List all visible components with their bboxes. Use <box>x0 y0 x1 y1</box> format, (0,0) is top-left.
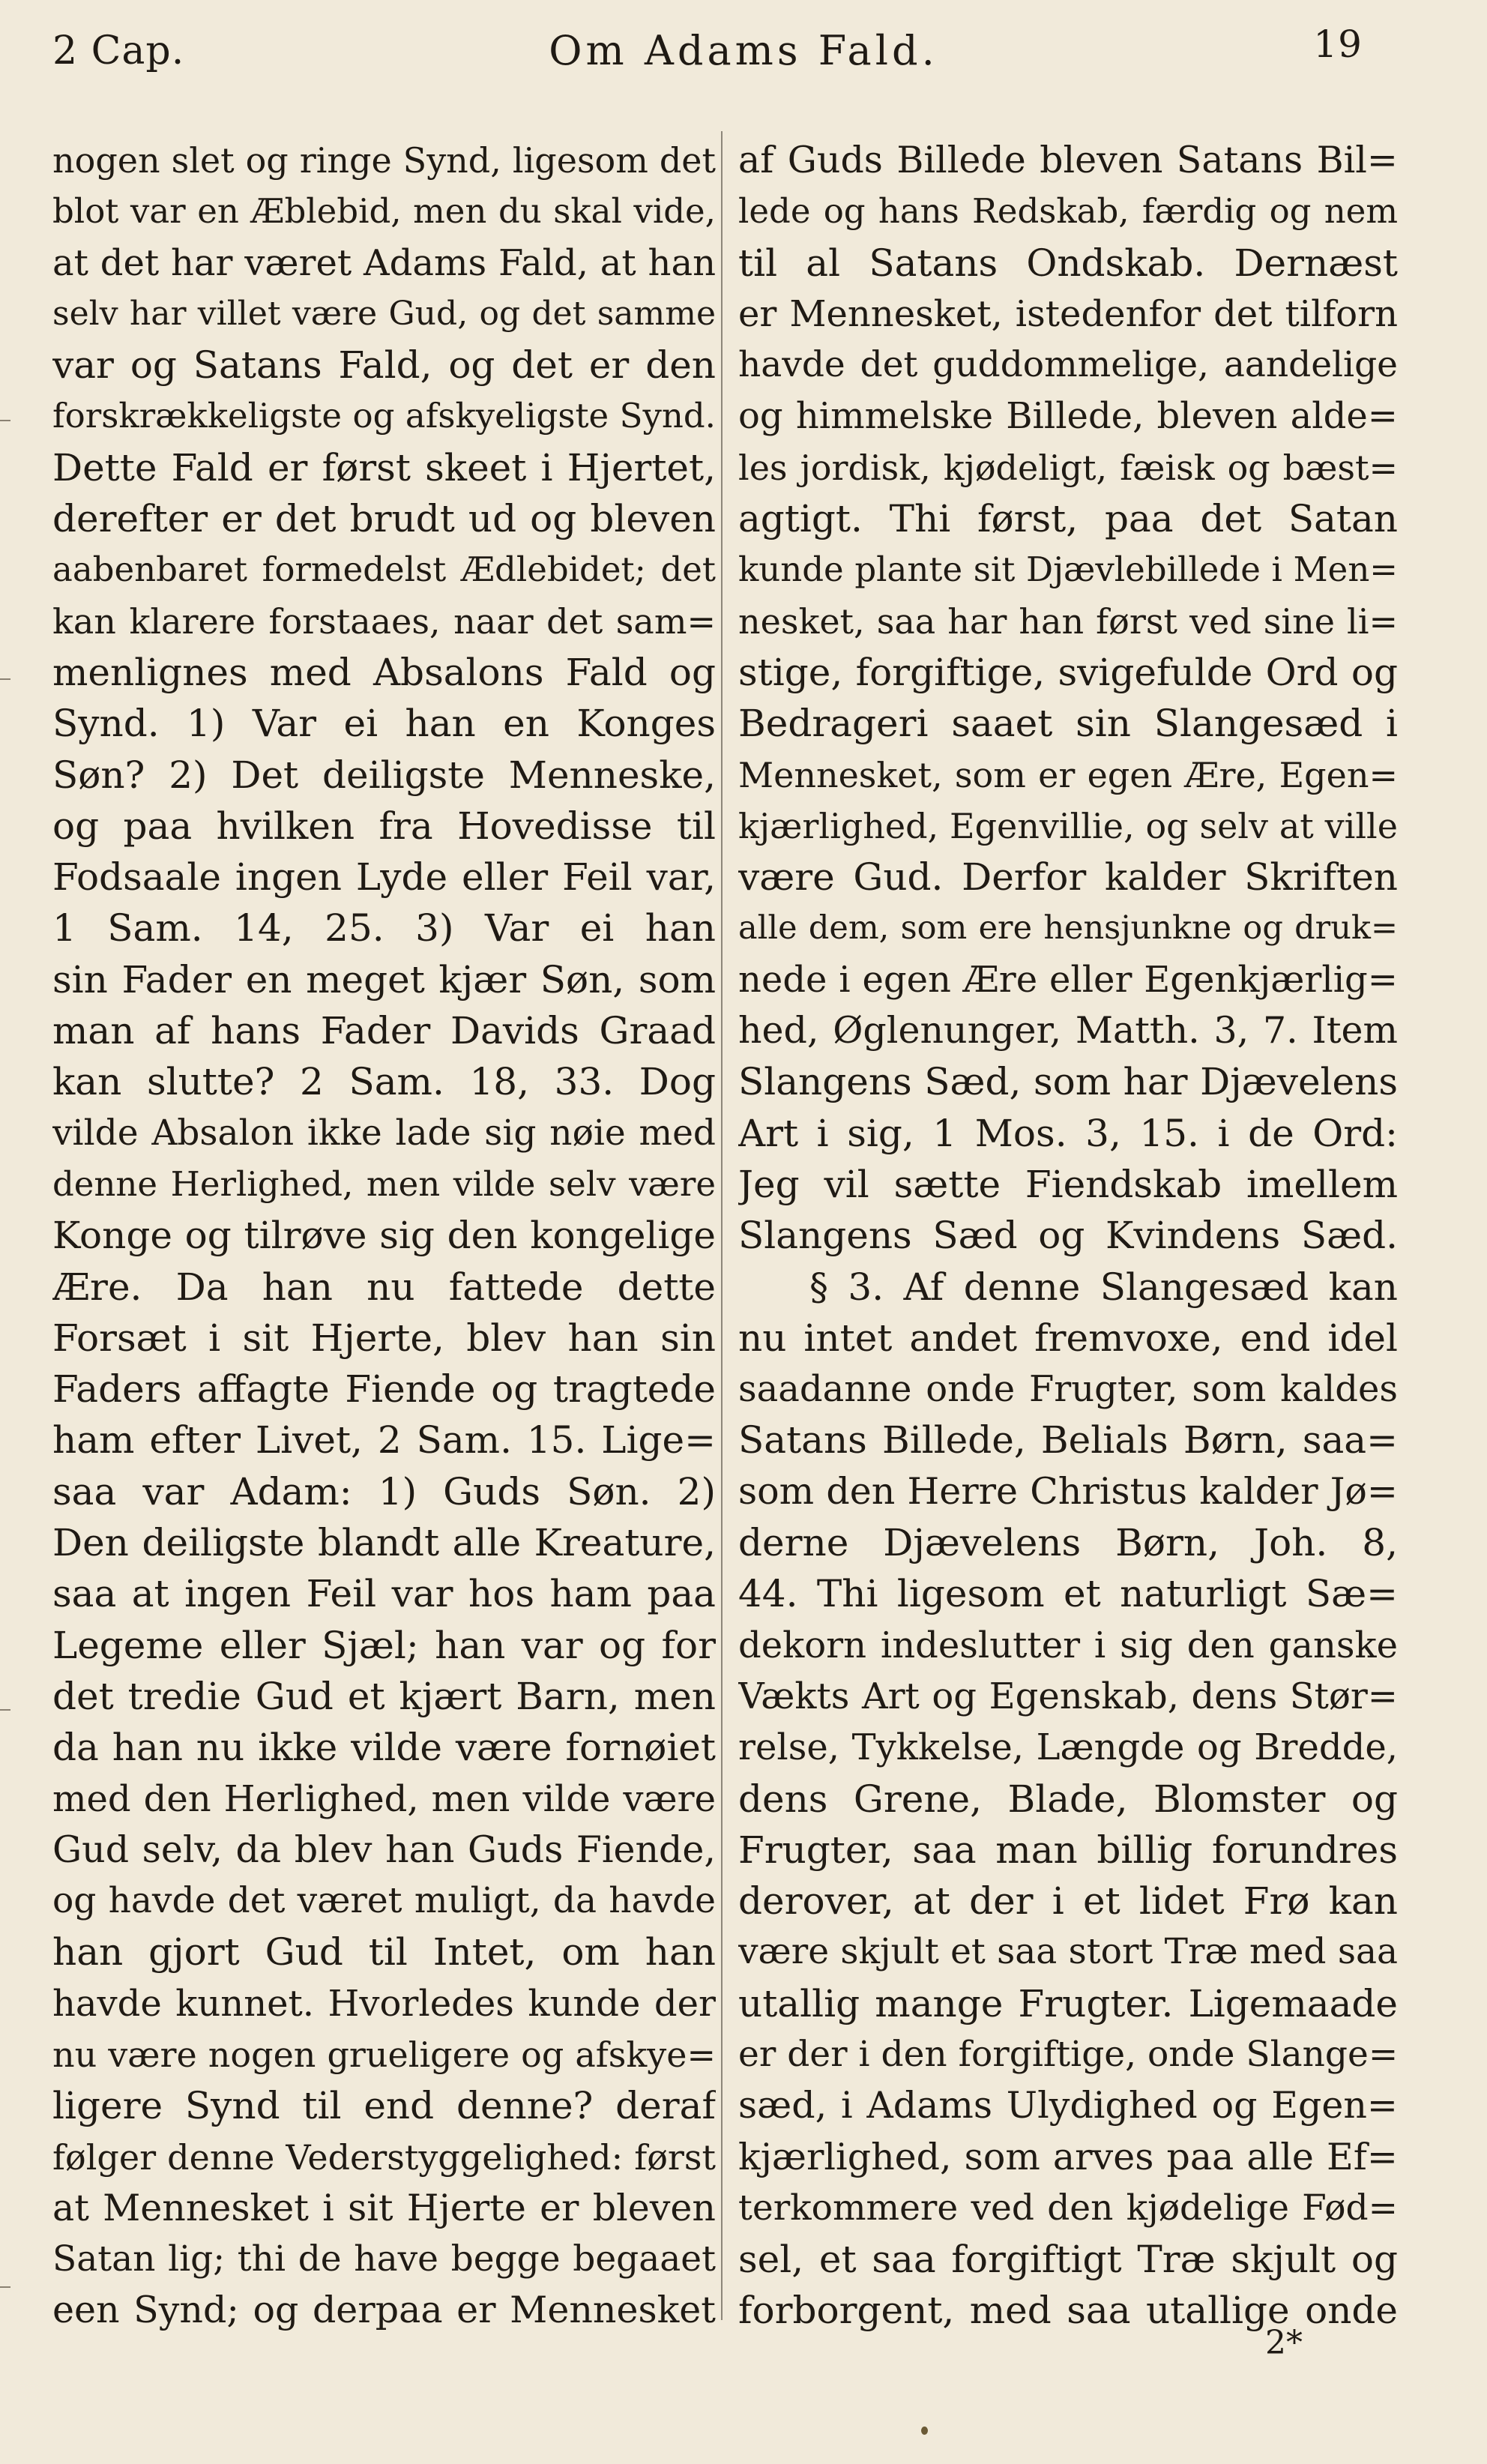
text-line: relse, Tykkelse, Længde og Bredde, <box>738 1726 1398 1769</box>
text-line: alle dem, som ere hensjunkne og druk= <box>738 909 1398 948</box>
text-line: Den deiligste blandt alle Kreature, <box>52 1521 716 1565</box>
running-title: Om Adams Fald. <box>549 27 938 74</box>
text-line: aabenbaret formedelst Ædlebidet; det <box>52 549 716 590</box>
text-line: hed, Øglenunger, Matth. 3, 7. Item <box>738 1009 1398 1052</box>
text-line: det tredie Gud et kjært Barn, men <box>52 1674 716 1718</box>
text-line: kan slutte? 2 Sam. 18, 33. Dog <box>52 1060 716 1104</box>
text-line: og havde det været muligt, da havde <box>52 1880 716 1922</box>
text-line: Satans Billede, Belials Børn, saa= <box>738 1418 1398 1463</box>
page-edge-mark <box>0 420 10 421</box>
text-line: Forsæt i sit Hjerte, blev han sin <box>52 1316 716 1360</box>
text-line: kjærlighed, Egenvillie, og selv at ville <box>738 805 1398 846</box>
text-line: sel, et saa forgiftigt Træ skjult og <box>738 2238 1398 2282</box>
text-line: selv har villet være Gud, og det samme <box>52 294 716 333</box>
text-line: er der i den forgiftige, onde Slange= <box>738 2033 1398 2075</box>
text-line: denne Herlighed, men vilde selv være <box>52 1163 716 1204</box>
text-line: ligere Synd til end denne? deraf <box>52 2084 716 2128</box>
text-line: Ære. Da han nu fattede dette <box>52 1265 716 1309</box>
text-line: Legeme eller Sjæl; han var og for <box>52 1623 716 1667</box>
column-divider <box>721 131 723 2320</box>
text-line: havde det guddommelige, aandelige <box>738 344 1398 386</box>
text-line: være skjult et saa stort Træ med saa <box>738 1931 1398 1973</box>
text-line: Konge og tilrøve sig den kongelige <box>52 1214 716 1258</box>
text-line: kjærlighed, som arves paa alle Ef= <box>738 2135 1398 2178</box>
text-line: derne Djævelens Børn, Joh. 8, <box>738 1521 1398 1565</box>
text-line: sin Fader en meget kjær Søn, som <box>52 957 716 1001</box>
text-line: Gud selv, da blev han Guds Fiende, <box>52 1828 716 1871</box>
text-line: lede og hans Redskab, færdig og nem <box>738 191 1398 232</box>
text-line: til al Satans Ondskab. Dernæst <box>738 241 1398 285</box>
ink-spot <box>921 2427 928 2435</box>
text-line: han gjort Gud til Intet, om han <box>52 1930 716 1974</box>
text-line: nu være nogen grueligere og afskye= <box>52 2034 716 2075</box>
text-line: Fodsaale ingen Lyde eller Feil var, <box>52 855 716 900</box>
text-line: nesket, saa har han først ved sine li= <box>738 600 1398 642</box>
page-edge-mark <box>0 678 10 680</box>
text-line: vilde Absalon ikke lade sig nøie med <box>52 1112 716 1154</box>
text-line: sæd, i Adams Ulydighed og Egen= <box>738 2084 1398 2127</box>
text-line: derover, at der i et lidet Frø kan <box>738 1879 1398 1924</box>
text-line: een Synd; og derpaa er Mennesket <box>52 2289 716 2332</box>
text-line: saadanne onde Frugter, som kaldes <box>738 1368 1398 1411</box>
right-column <box>738 135 1398 2337</box>
text-line: da han nu ikke vilde være fornøiet <box>52 1726 716 1770</box>
text-line: med den Herlighed, men vilde være <box>52 1777 716 1820</box>
text-line: nede i egen Ære eller Egenkjærlig= <box>738 958 1398 1001</box>
text-line: 1 Sam. 14, 25. 3) Var ei han <box>52 906 716 951</box>
text-line: og paa hvilken fra Hovedisse til <box>52 804 716 848</box>
text-line: blot var en Æblebid, men du skal vide, <box>52 191 716 232</box>
text-line: saa at ingen Feil var hos ham paa <box>52 1572 716 1616</box>
signature-mark: 2* <box>1265 2324 1303 2362</box>
text-line: Art i sig, 1 Mos. 3, 15. i de Ord: <box>738 1111 1398 1155</box>
text-line: være Gud. Derfor kalder Skriften <box>738 855 1398 900</box>
text-line: forskrækkeligste og afskyeligste Synd. <box>52 396 716 436</box>
text-line: var og Satans Fald, og det er den <box>52 343 716 388</box>
text-line: man af hans Fader Davids Graad <box>52 1009 716 1053</box>
text-line: utallig mange Frugter. Ligemaade <box>738 1981 1398 2025</box>
text-line: saa var Adam: 1) Guds Søn. 2) <box>52 1469 716 1513</box>
text-line: havde kunnet. Hvorledes kunde der <box>52 1982 716 2025</box>
page-edge-mark <box>0 1709 10 1711</box>
left-column <box>52 135 716 2337</box>
text-line: Søn? 2) Det deiligste Menneske, <box>52 753 716 797</box>
text-line: Bedrageri saaet sin Slangesæd i <box>738 702 1398 746</box>
chapter-label: 2 Cap. <box>52 28 185 73</box>
text-line: er Mennesket, istedenfor det tilforn <box>738 292 1398 335</box>
text-line: forborgent, med saa utallige onde <box>738 2289 1398 2333</box>
text-line: 44. Thi ligesom et naturligt Sæ= <box>738 1572 1398 1616</box>
text-line: ham efter Livet, 2 Sam. 15. Lige= <box>52 1418 716 1463</box>
text-line: les jordisk, kjødeligt, fæisk og bæst= <box>738 447 1398 488</box>
text-line: dens Grene, Blade, Blomster og <box>738 1777 1398 1821</box>
text-line: menlignes med Absalons Fald og <box>52 650 716 694</box>
text-line: Jeg vil sætte Fiendskab imellem <box>738 1162 1398 1206</box>
text-line: at Mennesket i sit Hjerte er bleven <box>52 2186 716 2229</box>
text-line: som den Herre Christus kalder Jø= <box>738 1469 1398 1513</box>
text-line: Dette Fald er først skeet i Hjertet, <box>52 445 716 490</box>
text-line: agtigt. Thi først, paa det Satan <box>738 497 1398 541</box>
text-line: af Guds Billede bleven Satans Bil= <box>738 139 1398 181</box>
text-line: nogen slet og ringe Synd, ligesom det <box>52 140 716 181</box>
text-line: dekorn indeslutter i sig den ganske <box>738 1624 1398 1666</box>
page-number: 19 <box>1313 22 1363 66</box>
text-line: kan klarere forstaaes, naar det sam= <box>52 600 716 642</box>
text-line: terkommere ved den kjødelige Fød= <box>738 2187 1398 2229</box>
text-line: § 3. Af denne Slangesæd kan <box>809 1265 1398 1309</box>
text-line: kunde plante sit Djævlebillede i Men= <box>738 549 1398 590</box>
text-line: Slangens Sæd, som har Djævelens <box>738 1060 1398 1104</box>
text-line: at det har været Adams Fald, at han <box>52 241 716 284</box>
text-line: Vækts Art og Egenskab, dens Stør= <box>738 1675 1398 1717</box>
text-line: Satan lig; thi de have begge begaaet <box>52 2238 716 2280</box>
text-line: derefter er det brudt ud og bleven <box>52 497 716 541</box>
text-line: Synd. 1) Var ei han en Konges <box>52 702 716 746</box>
text-line: Slangens Sæd og Kvindens Sæd. <box>738 1214 1398 1258</box>
text-line: følger denne Vederstyggelighed: først <box>52 2136 716 2178</box>
text-line: stige, forgiftige, svigefulde Ord og <box>738 650 1398 694</box>
text-line: nu intet andet fremvoxe, end idel <box>738 1316 1398 1360</box>
text-line: Frugter, saa man billig forundres <box>738 1828 1398 1872</box>
text-line: og himmelske Billede, bleven alde= <box>738 395 1398 438</box>
page-edge-mark <box>0 2286 10 2288</box>
text-line: Mennesket, som er egen Ære, Egen= <box>738 754 1398 795</box>
text-line: Faders affagte Fiende og tragtede <box>52 1367 716 1412</box>
